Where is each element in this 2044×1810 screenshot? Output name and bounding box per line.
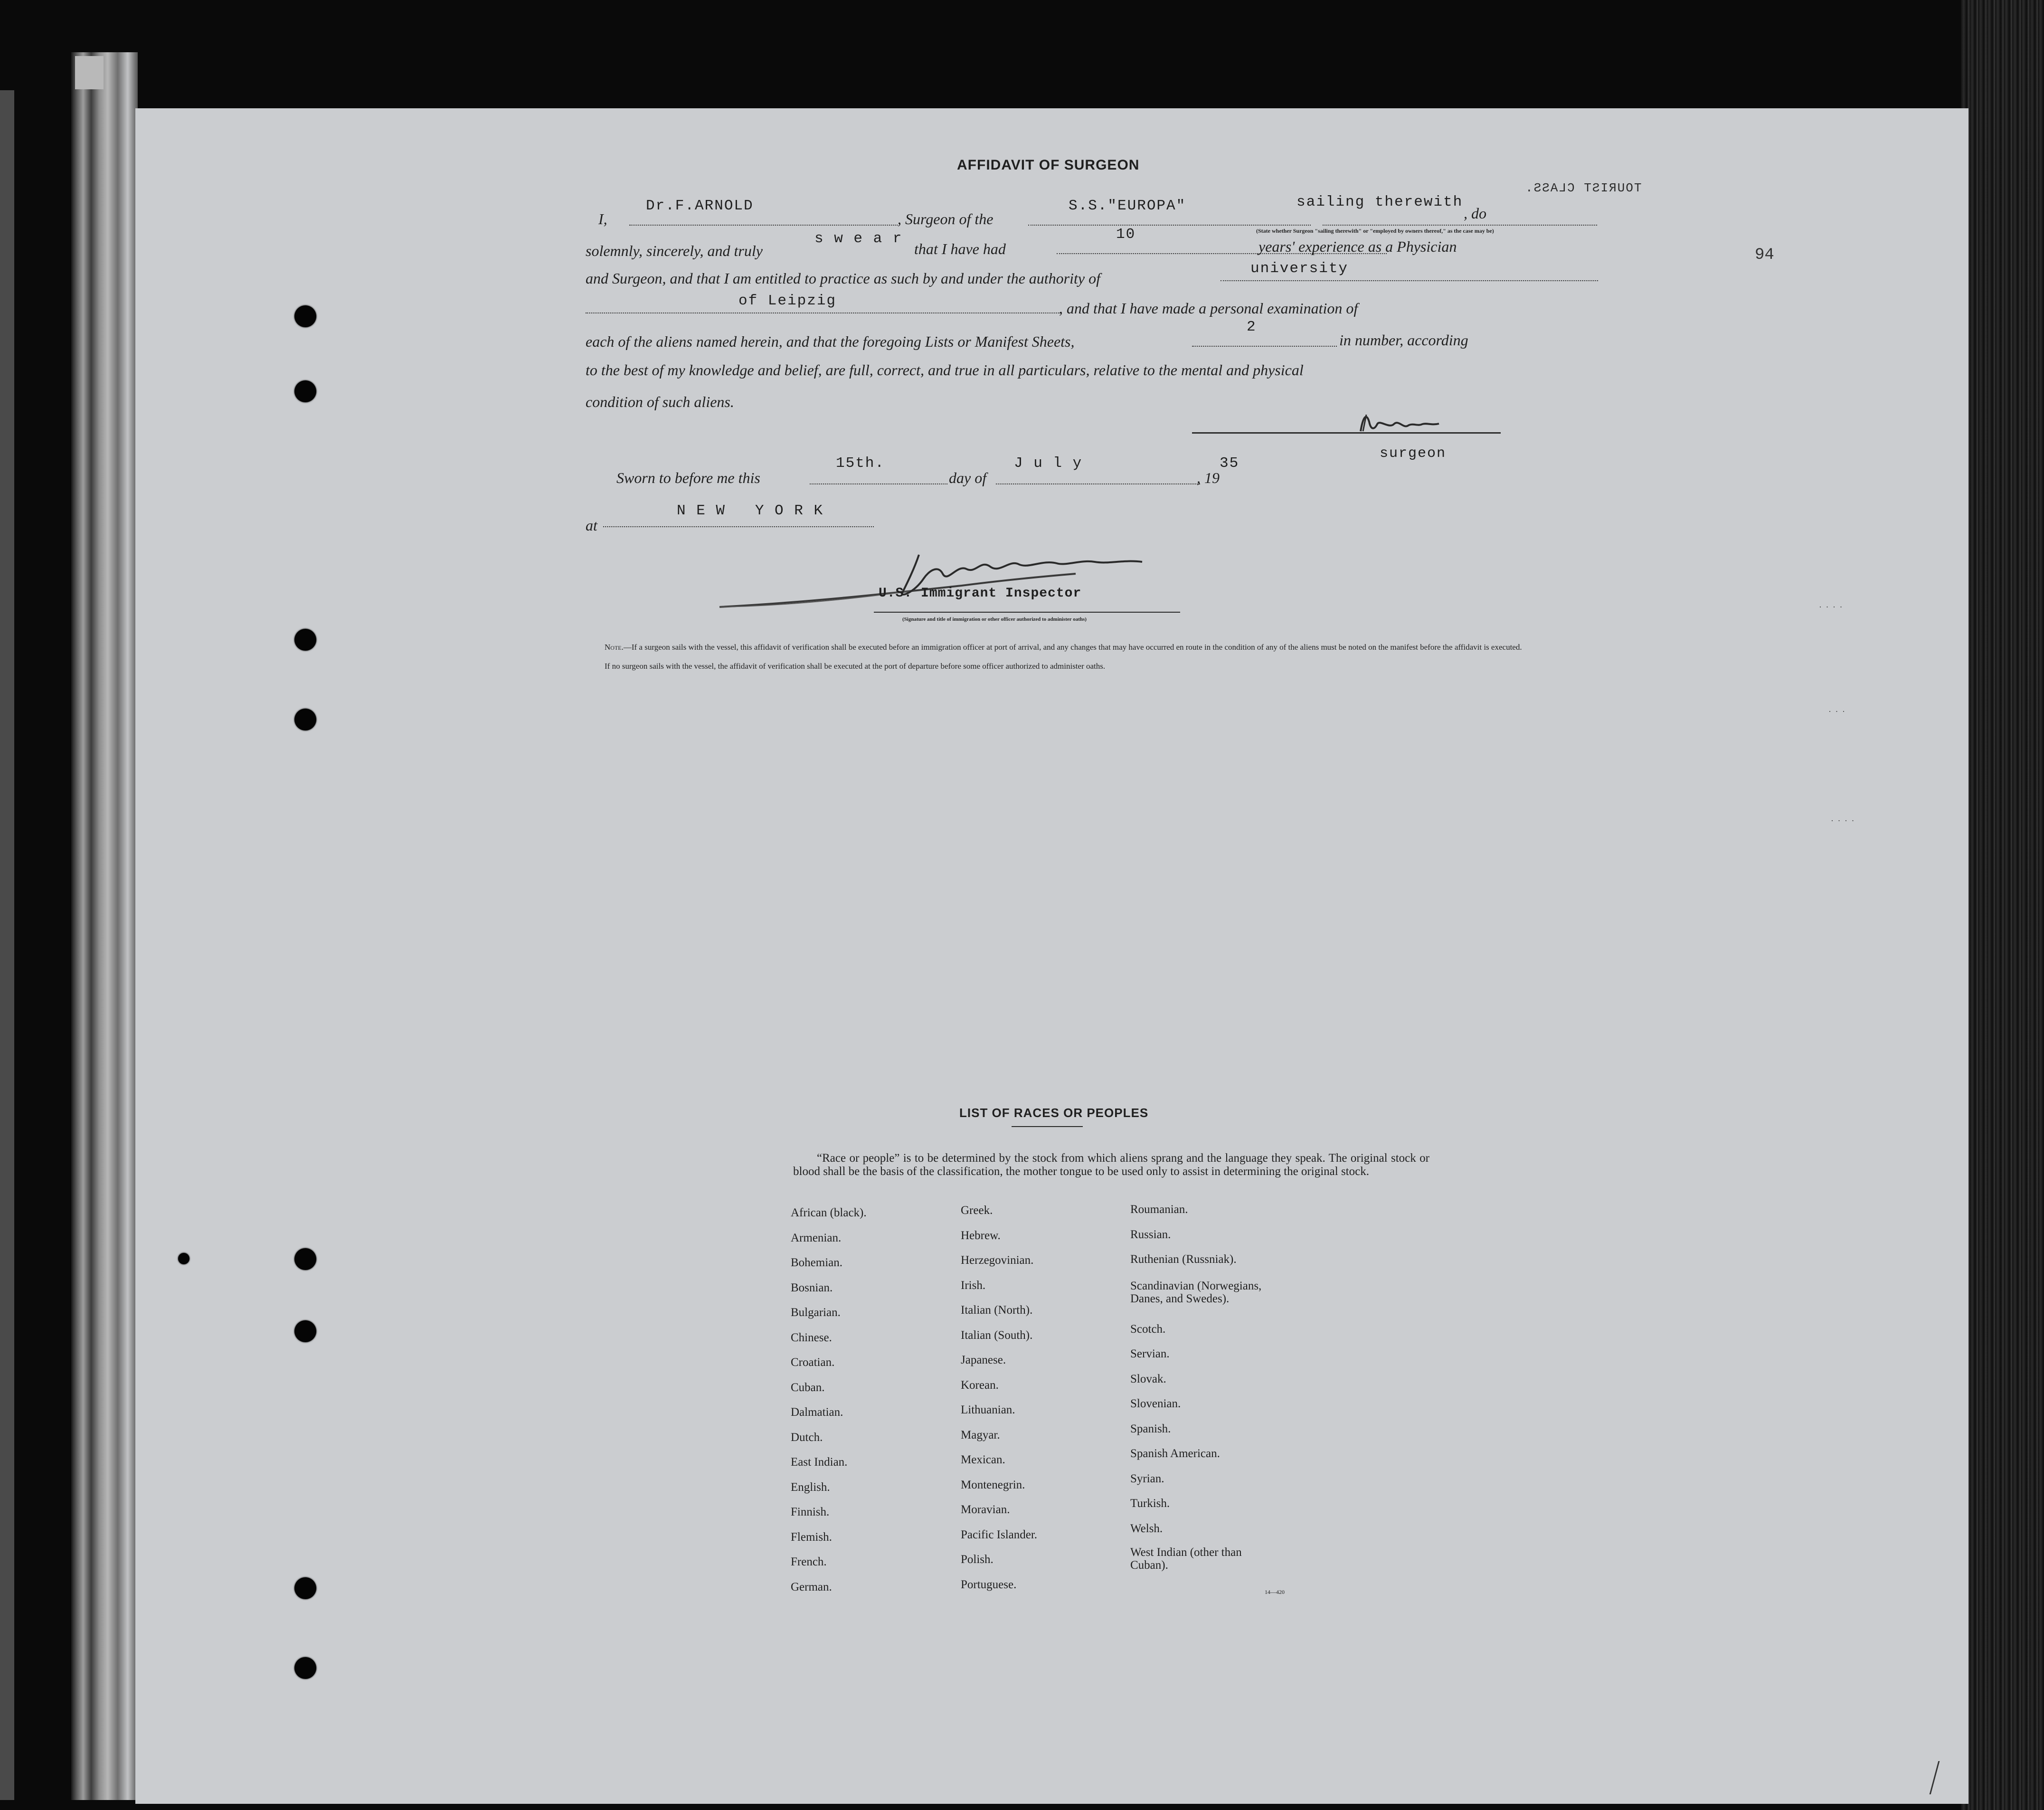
field-underline [629, 225, 898, 226]
inspector-signature [715, 526, 1294, 621]
surgeon-of-label: , Surgeon of the [898, 210, 994, 227]
race-item: Irish. [961, 1279, 986, 1292]
race-item: Syrian. [1130, 1472, 1164, 1485]
note-text-1: —If a surgeon sails with the vessel, this affidavit of verification shall be executed before an immigration officer at port of arrival, and any changes that may have occurred en route in the condition of any of the aliens must be noted on the manifest before the affidavit is executed. [623, 643, 1522, 652]
punch-hole [294, 709, 316, 730]
field-underline [810, 483, 947, 484]
race-item: Servian. [1130, 1347, 1170, 1360]
punch-hole [294, 1657, 316, 1679]
race-item: Chinese. [791, 1331, 832, 1344]
binding-tab [75, 56, 104, 89]
race-item: Mexican. [961, 1453, 1005, 1466]
signature-line [1192, 432, 1501, 434]
sworn-place-field: N E W Y O R K [677, 502, 824, 519]
note-text-2: If no surgeon sails with the vessel, the affidavit of verification shall be executed at the port of departure before some officer authorized to administer oaths. [605, 662, 1106, 671]
margin-mark: · · · [1828, 707, 1846, 716]
race-item: Korean. [961, 1378, 999, 1392]
race-item: Greek. [961, 1204, 993, 1217]
race-item: Italian (North). [961, 1304, 1033, 1317]
race-item: Scotch. [1130, 1322, 1166, 1336]
sailing-status-field: sailing therewith [1296, 194, 1463, 210]
race-item: German. [791, 1580, 832, 1593]
race-item: Turkish. [1130, 1497, 1170, 1510]
race-item: East Indian. [791, 1456, 848, 1469]
race-item: Herzegovinian. [961, 1254, 1034, 1267]
race-item: Spanish. [1130, 1422, 1171, 1435]
race-item: Dutch. [791, 1431, 823, 1444]
at-label: at [586, 517, 597, 534]
sworn-day-field: 15th. [836, 455, 885, 472]
affidavit-line-2-middle: that I have had [914, 240, 1006, 257]
race-item: Roumanian. [1130, 1203, 1188, 1216]
affidavit-line-2-suffix: years' experience as a Physician [1259, 238, 1457, 255]
affidavit-line-3: and Surgeon, and that I am entitled to practice as such by and under the authority of [586, 270, 1100, 287]
affidavit-line-7: condition of such aliens. [586, 393, 734, 410]
race-item: Japanese. [961, 1354, 1006, 1366]
race-item: West Indian (other than Cuban). [1130, 1546, 1242, 1572]
race-item: Magyar. [961, 1428, 1000, 1441]
page-edge-stack [1961, 0, 2044, 1810]
race-item: Spanish American. [1130, 1447, 1220, 1460]
race-item: Bulgarian. [791, 1306, 841, 1319]
affidavit-line-2-prefix: solemnly, sincerely, and truly [586, 242, 763, 259]
margin-mark: · · · · [1831, 816, 1855, 825]
margin-mark: · · · · [1819, 602, 1844, 612]
scan-left-strip [0, 90, 14, 1800]
race-item: French. [791, 1555, 827, 1568]
field-underline [1221, 280, 1598, 281]
race-item: Flemish. [791, 1530, 832, 1544]
manifest-page [135, 108, 1968, 1804]
race-item: Slovenian. [1130, 1397, 1181, 1410]
affidavit-line-1-suffix: , do [1464, 205, 1486, 222]
race-item: English. [791, 1480, 830, 1494]
authority-field-1: university [1250, 260, 1349, 277]
punch-hole [294, 305, 316, 327]
race-item: Ruthenian (Russniak). [1130, 1253, 1237, 1266]
race-item: Portuguese. [961, 1578, 1017, 1591]
surgeon-name-field: Dr.F.ARNOLD [646, 198, 754, 214]
tourist-class-stamp: TOURIST CLASS. [1524, 181, 1642, 195]
race-item: African (black). [791, 1206, 867, 1219]
race-item: Lithuanian. [961, 1403, 1015, 1416]
authority-field-2: of Leipzig [738, 293, 837, 309]
inspector-title: U.S. Immigrant Inspector [879, 586, 1082, 601]
year-prefix: , 19 [1197, 469, 1220, 486]
affidavit-line-1-prefix: I, [598, 210, 607, 227]
status-instruction: (State whether Surgeon "sailing therewith" or "employed by owners thereof," as the case may be) [1256, 227, 1494, 234]
years-experience-field: 10 [1116, 226, 1136, 243]
field-underline [1323, 225, 1597, 226]
race-item: Finnish. [791, 1506, 830, 1518]
race-item: Scandinavian (Norwegians, Danes, and Swedes). [1130, 1279, 1262, 1305]
affidavit-line-4-suffix: , and that I have made a personal examination of [1059, 300, 1358, 317]
form-number: 14—420 [1265, 1589, 1285, 1595]
sworn-year-field: 35 [1220, 455, 1240, 472]
punch-hole [294, 380, 316, 402]
ship-name-field: S.S."EUROPA" [1069, 198, 1186, 214]
punch-hole [178, 1253, 189, 1264]
punch-hole [294, 1577, 316, 1599]
race-item: Hebrew. [961, 1229, 1001, 1242]
affidavit-note [586, 643, 1602, 652]
field-underline [1192, 346, 1337, 347]
field-underline [996, 483, 1200, 484]
race-item: Bohemian. [791, 1256, 843, 1269]
race-item: Montenegrin. [961, 1478, 1025, 1491]
affidavit-line-6: to the best of my knowledge and belief, are full, correct, and true in all particulars, relative to the mental and physical [586, 361, 1304, 379]
field-underline [1028, 225, 1311, 226]
race-item: Italian (South). [961, 1328, 1033, 1342]
races-title: LIST OF RACES OR PEOPLES [959, 1106, 1149, 1120]
races-column-2 [961, 1198, 1037, 1597]
race-item: Welsh. [1130, 1522, 1163, 1535]
race-item: Russian. [1130, 1228, 1171, 1241]
affidavit-line-5-suffix: in number, according [1339, 332, 1468, 349]
races-intro: “Race or people” is to be determined by the stock from which aliens sprang and the language they speak. The original stock or blood shall be the basis of the classification, the mother tongue to be used only to assist in determining the original stock. [793, 1152, 1429, 1178]
inspector-line [874, 612, 1180, 613]
page-number: 94 [1755, 246, 1774, 264]
affidavit-line-5-prefix: each of the aliens named herein, and that the foregoing Lists or Manifest Sheets, [586, 333, 1075, 350]
race-item: Armenian. [791, 1231, 842, 1244]
sworn-month-field: J u l y [1014, 455, 1083, 472]
race-item: Bosnian. [791, 1281, 833, 1294]
title-rule [1012, 1126, 1083, 1127]
punch-hole [294, 1248, 316, 1270]
race-item: Slovak. [1130, 1372, 1166, 1385]
page-corner-mark [1930, 1761, 1959, 1794]
day-of-label: day of [949, 469, 987, 486]
race-item: Moravian. [961, 1503, 1010, 1516]
sheet-count-field: 2 [1247, 319, 1257, 335]
race-item: Pacific Islander. [961, 1528, 1038, 1541]
inspector-instruction: (Signature and title of immigration or other officer authorized to administer oaths) [902, 616, 1087, 622]
surgeon-signature [1190, 403, 1498, 448]
races-column-1 [791, 1201, 867, 1600]
affidavit-title: AFFIDAVIT OF SURGEON [957, 157, 1140, 173]
punch-hole [294, 629, 316, 651]
ledger-binding [71, 52, 138, 1800]
race-item: Polish. [961, 1553, 994, 1566]
note-label: Note. [605, 643, 624, 652]
race-item: Dalmatian. [791, 1406, 843, 1419]
race-item: Cuban. [791, 1381, 825, 1394]
signature-title: surgeon [1380, 445, 1447, 462]
oath-field: s w e a r [814, 230, 903, 247]
races-column-3 [1130, 1197, 1292, 1571]
race-item: Croatian. [791, 1356, 835, 1369]
punch-hole [294, 1320, 316, 1342]
sworn-prefix: Sworn to before me this [616, 469, 760, 486]
